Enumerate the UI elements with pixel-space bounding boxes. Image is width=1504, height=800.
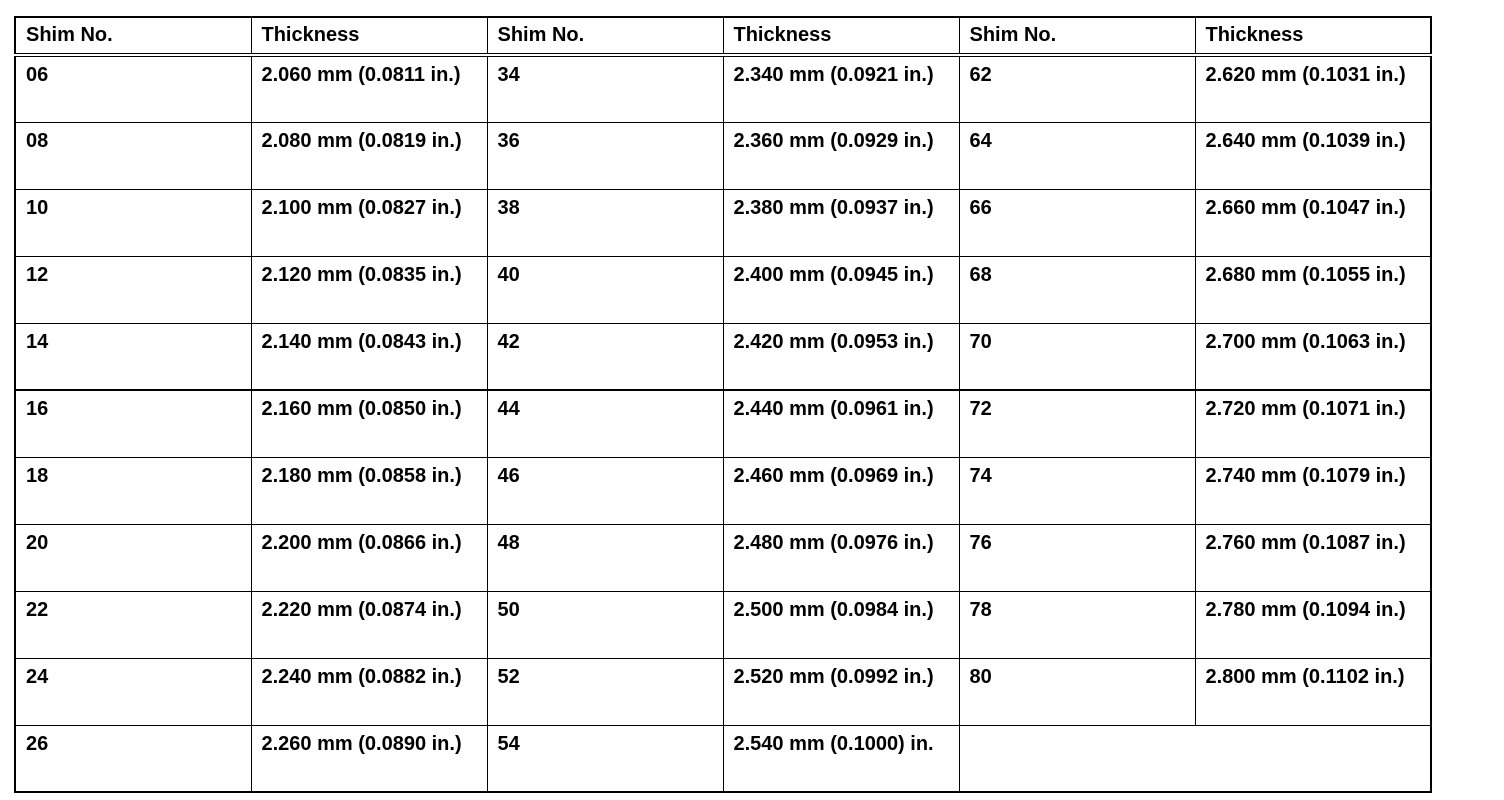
shim-no-cell: 52 [487, 658, 723, 725]
thickness-cell: 2.540 mm (0.1000) in. [723, 725, 959, 792]
thickness-cell: 2.400 mm (0.0945 in.) [723, 256, 959, 323]
table-row [15, 189, 1431, 256]
shim-no-cell: 66 [959, 189, 1195, 256]
shim-no-cell: 12 [15, 256, 251, 323]
header-shim-no-3: Shim No. [959, 17, 1195, 55]
thickness-cell: 2.060 mm (0.0811 in.) [251, 55, 487, 122]
table-row [15, 390, 1431, 457]
shim-no-cell: 48 [487, 524, 723, 591]
thickness-cell: 2.680 mm (0.1055 in.) [1195, 256, 1431, 323]
table-row [15, 457, 1431, 524]
thickness-cell: 2.180 mm (0.0858 in.) [251, 457, 487, 524]
shim-no-cell: 22 [15, 591, 251, 658]
table-header-row [15, 17, 1431, 55]
thickness-cell: 2.100 mm (0.0827 in.) [251, 189, 487, 256]
shim-no-cell: 14 [15, 323, 251, 390]
shim-no-cell: 18 [15, 457, 251, 524]
shim-no-cell: 26 [15, 725, 251, 792]
thickness-cell: 2.480 mm (0.0976 in.) [723, 524, 959, 591]
shim-no-cell: 16 [15, 390, 251, 457]
shim-no-cell: 76 [959, 524, 1195, 591]
shim-no-cell: 36 [487, 122, 723, 189]
shim-no-cell: 50 [487, 591, 723, 658]
thickness-cell: 2.520 mm (0.0992 in.) [723, 658, 959, 725]
thickness-cell: 2.200 mm (0.0866 in.) [251, 524, 487, 591]
header-thickness-1: Thickness [251, 17, 487, 55]
thickness-cell: 2.760 mm (0.1087 in.) [1195, 524, 1431, 591]
shim-no-cell: 06 [15, 55, 251, 122]
shim-no-cell: 64 [959, 122, 1195, 189]
table-row [15, 591, 1431, 658]
header-thickness-3: Thickness [1195, 17, 1431, 55]
thickness-cell: 2.660 mm (0.1047 in.) [1195, 189, 1431, 256]
shim-no-cell: 70 [959, 323, 1195, 390]
table-row [15, 256, 1431, 323]
header-shim-no-1: Shim No. [15, 17, 251, 55]
table-body [15, 55, 1431, 792]
thickness-cell: 2.420 mm (0.0953 in.) [723, 323, 959, 390]
shim-no-cell: 38 [487, 189, 723, 256]
thickness-cell: 2.460 mm (0.0969 in.) [723, 457, 959, 524]
shim-no-cell: 10 [15, 189, 251, 256]
shim-no-cell: 68 [959, 256, 1195, 323]
table-row [15, 658, 1431, 725]
table-row [15, 524, 1431, 591]
table-row [15, 122, 1431, 189]
shim-no-cell: 54 [487, 725, 723, 792]
thickness-cell: 2.240 mm (0.0882 in.) [251, 658, 487, 725]
shim-no-cell: 72 [959, 390, 1195, 457]
thickness-cell: 2.620 mm (0.1031 in.) [1195, 55, 1431, 122]
empty-cell [959, 725, 1431, 792]
thickness-cell: 2.500 mm (0.0984 in.) [723, 591, 959, 658]
thickness-cell: 2.380 mm (0.0937 in.) [723, 189, 959, 256]
shim-no-cell: 24 [15, 658, 251, 725]
header-thickness-2: Thickness [723, 17, 959, 55]
shim-no-cell: 62 [959, 55, 1195, 122]
shim-no-cell: 40 [487, 256, 723, 323]
shim-no-cell: 34 [487, 55, 723, 122]
thickness-cell: 2.440 mm (0.0961 in.) [723, 390, 959, 457]
thickness-cell: 2.160 mm (0.0850 in.) [251, 390, 487, 457]
shim-no-cell: 42 [487, 323, 723, 390]
shim-thickness-table [14, 16, 1432, 793]
shim-no-cell: 78 [959, 591, 1195, 658]
thickness-cell: 2.740 mm (0.1079 in.) [1195, 457, 1431, 524]
thickness-cell: 2.340 mm (0.0921 in.) [723, 55, 959, 122]
thickness-cell: 2.640 mm (0.1039 in.) [1195, 122, 1431, 189]
shim-no-cell: 80 [959, 658, 1195, 725]
shim-no-cell: 08 [15, 122, 251, 189]
thickness-cell: 2.720 mm (0.1071 in.) [1195, 390, 1431, 457]
thickness-cell: 2.220 mm (0.0874 in.) [251, 591, 487, 658]
thickness-cell: 2.360 mm (0.0929 in.) [723, 122, 959, 189]
thickness-cell: 2.080 mm (0.0819 in.) [251, 122, 487, 189]
thickness-cell: 2.780 mm (0.1094 in.) [1195, 591, 1431, 658]
thickness-cell: 2.120 mm (0.0835 in.) [251, 256, 487, 323]
table-row [15, 55, 1431, 122]
table-row [15, 323, 1431, 390]
shim-no-cell: 46 [487, 457, 723, 524]
shim-no-cell: 74 [959, 457, 1195, 524]
thickness-cell: 2.260 mm (0.0890 in.) [251, 725, 487, 792]
table-row [15, 725, 1431, 792]
shim-no-cell: 44 [487, 390, 723, 457]
thickness-cell: 2.700 mm (0.1063 in.) [1195, 323, 1431, 390]
header-shim-no-2: Shim No. [487, 17, 723, 55]
thickness-cell: 2.140 mm (0.0843 in.) [251, 323, 487, 390]
thickness-cell: 2.800 mm (0.1102 in.) [1195, 658, 1431, 725]
shim-no-cell: 20 [15, 524, 251, 591]
